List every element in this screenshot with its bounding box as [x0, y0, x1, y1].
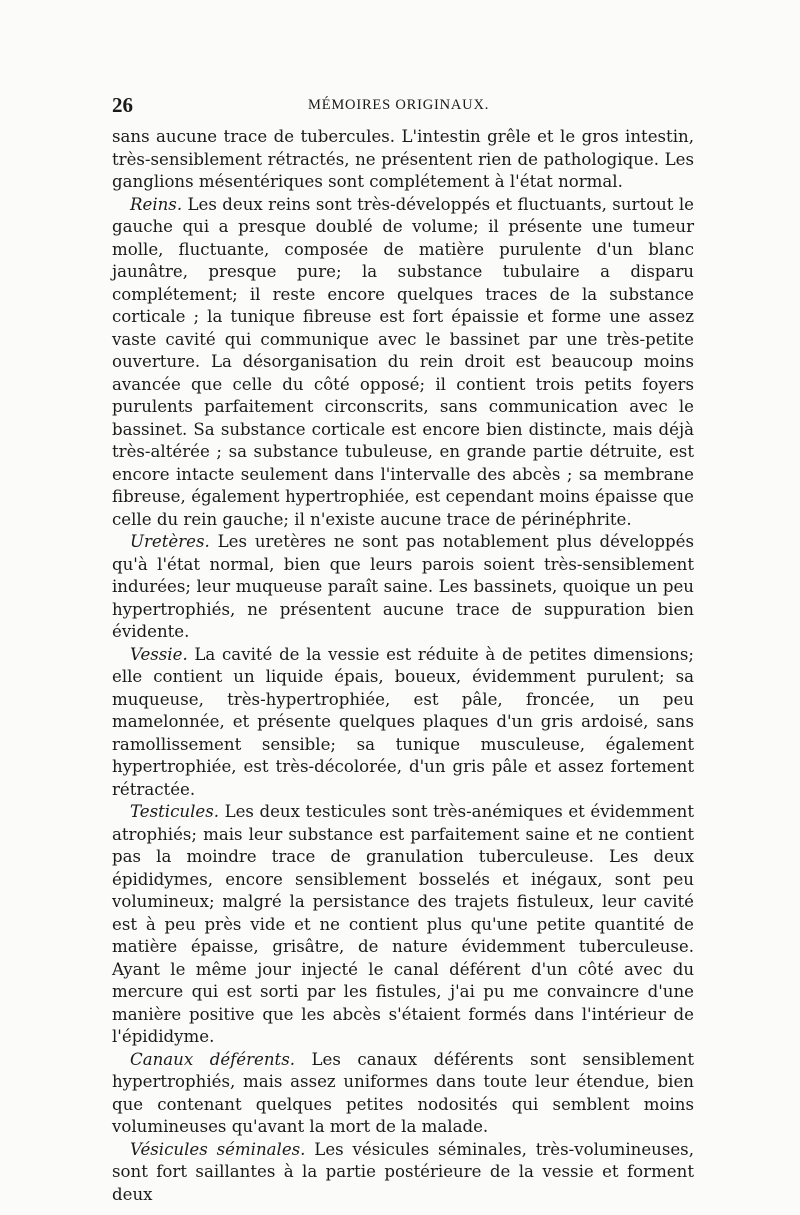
paragraph-text: Les deux reins sont très-développés et fluctuants, surtout le gauche qui a presque doublé de volume; il présente une tumeur molle, fluctuante, composée de matière purulente d'un blanc jaunâtre, presque pure; la substance tubulaire a disparu complétement; il reste encore quelques traces de la substance corticale ; la tunique fibreuse est fort épaissie et forme une assez vaste cavité qui communique avec le bassinet par une très-petite ouverture. La désorganisation du rein droit est beaucoup moins avancée que celle du côté opposé; il contient trois petits foyers purulents parfaitement circonscrits, sans communication avec le bassinet. Sa substance corticale est encore bien distincte, mais déjà très-altérée ; sa substance tubuleuse, en grande partie détruite, est encore intacte seulement dans l'intervalle des abcès ; sa membrane fibreuse, également hypertrophiée, est cependant moins épaisse que celle du rein gauche; il n'existe aucune trace de périnéphrite. — [112, 194, 694, 529]
body-text — [112, 126, 694, 1206]
rubric-testicules: Testicules. — [130, 802, 219, 821]
paragraph-text: Les uretères ne sont pas notablement plus développés qu'à l'état normal, bien que leurs parois soient très-sensiblement indurées; leur muqueuse paraît saine. Les bassinets, quoique un peu hypertrophiés, ne présentent aucune trace de suppuration bien évidente. — [112, 532, 694, 641]
rubric-vessie: Vessie. — [130, 644, 188, 664]
rubric-reins: Reins. — [130, 194, 183, 214]
running-head — [112, 93, 692, 123]
rubric-canaux-deferents: Canaux déférents. — [130, 1049, 296, 1069]
rubric-ureteres: Uretères. — [130, 532, 210, 551]
page-number: 26 — [112, 93, 133, 117]
paragraph-canaux-deferents — [112, 1049, 694, 1139]
paragraph-ureteres — [112, 531, 694, 644]
paragraph-intestins — [112, 126, 694, 194]
journal-title: MÉMOIRES ORIGINAUX. — [308, 97, 490, 113]
paragraph-text: Les vésicules séminales, très-volumineuses, sont fort saillantes à la partie postérieure de la vessie et forment deux — [112, 1139, 694, 1204]
rubric-vesicules-seminales: Vésicules séminales. — [130, 1139, 306, 1159]
paragraph-text: sans aucune trace de tubercules. L'intestin grêle et le gros intestin, très-sensiblement rétractés, ne présentent rien de pathologique. Les ganglions mésentériques sont complétement à l'état normal. — [112, 127, 694, 191]
paragraph-text: La cavité de la vessie est réduite à de petites dimensions; elle contient un liquide épais, boueux, évidemment purulent; sa muqueuse, très-hypertrophiée, est pâle, froncée, un peu mamelonnée, et présente quelques plaques d'un gris ardoisé, sans ramollissement sensible; sa tunique musculeuse, également hypertrophiée, est très-décolorée, d'un gris pâle et assez fortement rétractée. — [112, 644, 694, 799]
paragraph-text: Les deux testicules sont très-anémiques et évidemment atrophiés; mais leur substance est parfaitement saine et ne contient pas la moindre trace de granulation tuberculeuse. Les deux épididymes, encore sensiblement bosselés et inégaux, sont peu volumineux; malgré la persistance des trajets fistuleux, leur cavité est à peu près vide et ne contient plus qu'une petite quantité de matière épaisse, grisâtre, de nature évidemment tuberculeuse. Ayant le même jour injecté le canal déférent d'un côté avec du mercure qui est sorti par les fistules, j'ai pu me convaincre d'une manière positive que les abcès s'étaient formés dans l'intérieur de l'épididyme. — [112, 802, 694, 1046]
paragraph-reins — [112, 194, 694, 532]
paragraph-vesicules-seminales — [112, 1139, 694, 1207]
paragraph-testicules — [112, 801, 694, 1049]
paragraph-text: Les canaux déférents sont sensiblement hypertrophiés, mais assez uniformes dans toute leur étendue, bien que contenant quelques petites nodosités qui semblent moins volumineuses qu'avant la mort de la malade. — [112, 1049, 695, 1136]
paragraph-vessie — [112, 644, 694, 802]
